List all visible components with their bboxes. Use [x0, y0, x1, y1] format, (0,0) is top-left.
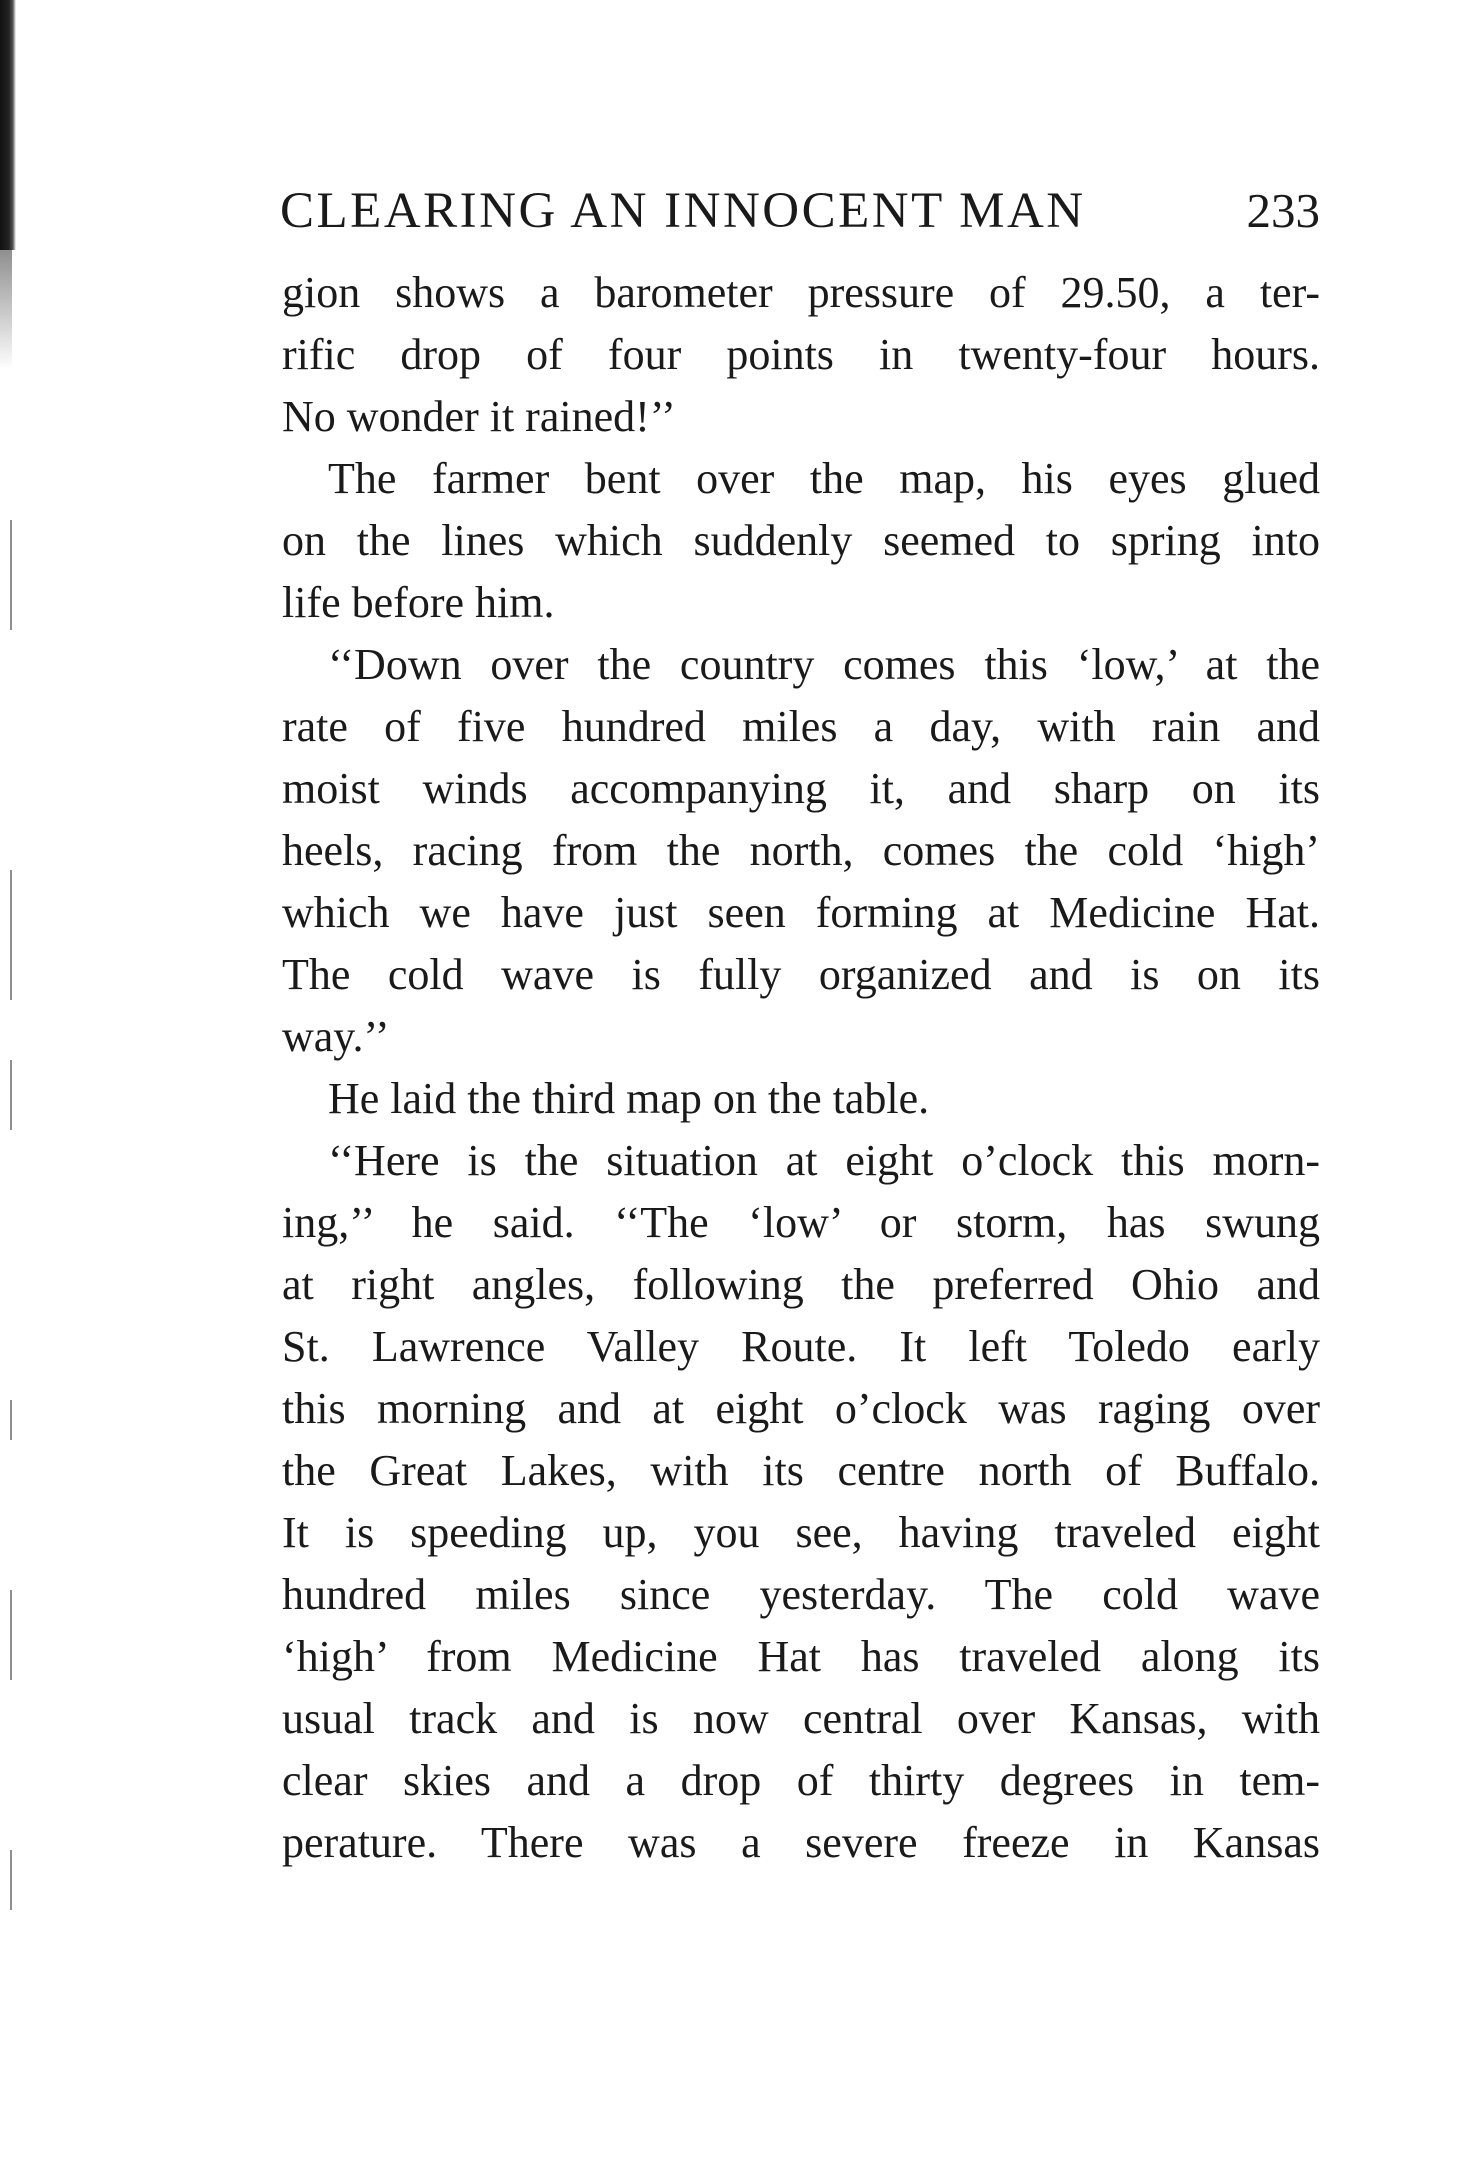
text-line: rate of five hundred miles a day, with rain and: [282, 702, 1320, 751]
text-line: life before him.: [282, 578, 555, 627]
text-line: at right angles, following the preferred Ohio and: [282, 1260, 1320, 1309]
text-line: He laid the third map on the table.: [328, 1074, 930, 1123]
text-line: heels, racing from the north, comes the cold ‘high’: [282, 826, 1320, 875]
text-line: It is speeding up, you see, having traveled eight: [282, 1508, 1320, 1557]
page-edge-mark: [10, 1850, 12, 1910]
text-line: ing,’’ he said. ‘‘The ‘low’ or storm, has swung: [282, 1198, 1320, 1247]
text-line: The cold wave is fully organized and is on its: [282, 950, 1320, 999]
text-line: perature. There was a severe freeze in Kansas: [282, 1818, 1320, 1867]
text-line: on the lines which suddenly seemed to spring into: [282, 516, 1320, 565]
text-line: this morning and at eight o’clock was raging over: [282, 1384, 1320, 1433]
running-title: CLEARING AN INNOCENT MAN: [280, 183, 1086, 239]
text-line: hundred miles since yesterday. The cold wave: [282, 1570, 1320, 1619]
page-number: 233: [1246, 183, 1320, 238]
text-line: rific drop of four points in twenty-four hours.: [282, 330, 1320, 379]
text-line: No wonder it rained!’’: [282, 392, 676, 441]
page-edge-mark: [10, 1590, 12, 1680]
text-line: The farmer bent over the map, his eyes glued: [328, 454, 1320, 503]
text-line: St. Lawrence Valley Route. It left Toledo early: [282, 1322, 1320, 1371]
text-line: usual track and is now central over Kansas, with: [282, 1694, 1320, 1743]
text-line: ‘‘Here is the situation at eight o’clock this morn-: [328, 1136, 1320, 1185]
page-body: [282, 262, 1320, 1874]
text-line: ‘high’ from Medicine Hat has traveled along its: [282, 1632, 1320, 1681]
page-edge-mark: [10, 1400, 12, 1440]
text-line: the Great Lakes, with its centre north of Buffalo.: [282, 1446, 1320, 1495]
page-header: [280, 176, 1320, 246]
page-edge-mark: [10, 870, 12, 1000]
text-line: ‘‘Down over the country comes this ‘low,’ at the: [328, 640, 1320, 689]
text-line: moist winds accompanying it, and sharp on its: [282, 764, 1320, 813]
text-line: gion shows a barometer pressure of 29.50, a ter-: [282, 268, 1320, 317]
page-binding-shadow-tail: [0, 250, 12, 370]
page-edge-mark: [10, 520, 12, 630]
page-binding-shadow: [0, 0, 16, 250]
text-line: which we have just seen forming at Medicine Hat.: [282, 888, 1320, 937]
text-line: clear skies and a drop of thirty degrees in tem-: [282, 1756, 1320, 1805]
page-edge-mark: [10, 1060, 12, 1130]
text-line: way.’’: [282, 1012, 390, 1061]
